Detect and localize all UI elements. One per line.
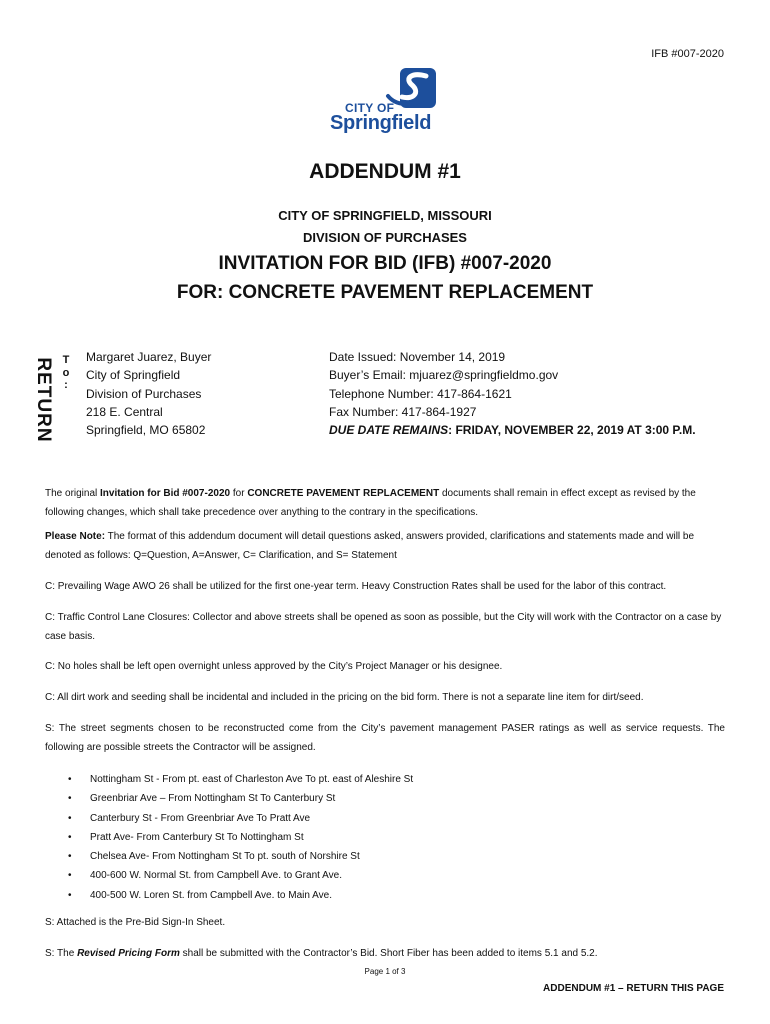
ifb-reference: IFB #007-2020 <box>651 48 724 60</box>
bid-info <box>329 348 709 439</box>
please-note-label: Please Note: <box>45 531 106 542</box>
fax: Fax Number: 417-864-1927 <box>329 404 477 419</box>
to-letter: : <box>64 379 68 391</box>
list-item <box>68 770 413 789</box>
street-text: Pratt Ave- From Canterbury St To Nottingham St <box>90 831 304 843</box>
city-heading: CITY OF SPRINGFIELD, MISSOURI <box>278 208 492 223</box>
address-line: Margaret Juarez, Buyer <box>86 350 212 364</box>
statement-sign-in-sheet: S: Attached is the Pre-Bid Sign-In Sheet. <box>45 917 226 928</box>
address-line: 218 E. Central <box>86 404 163 419</box>
bullet: • <box>68 774 72 785</box>
street-text: 400-500 W. Loren St. from Campbell Ave. to Main Ave. <box>90 889 332 901</box>
bullet: • <box>68 793 72 805</box>
intro-project: CONCRETE PAVEMENT REPLACEMENT <box>247 488 440 499</box>
street-text: Chelsea Ave- From Nottingham St To pt. south of Norshire St <box>90 851 360 863</box>
intro-text: documents shall remain in effect except as revised by the following changes, which shall take precedence over anything to the contrary in the specifications. <box>45 488 696 518</box>
return-vertical-label <box>30 350 56 450</box>
city-logo <box>328 66 443 138</box>
due-date-value: : FRIDAY, NOVEMBER 22, 2019 AT 3:00 P.M. <box>448 423 696 438</box>
clarification-traffic-control: C: Traffic Control Lane Closures: Collector and above streets shall be opened as soon as possible, but the City will work with the Contractor on a case by case basis. <box>45 612 722 642</box>
date-issued: Date Issued: November 14, 2019 <box>329 350 506 364</box>
bullet: • <box>68 812 72 824</box>
return-this-page-note: ADDENDUM #1 – RETURN THIS PAGE <box>543 983 724 994</box>
return-label-text: RETURN <box>33 357 54 443</box>
list-item <box>68 866 413 885</box>
buyer-email: Buyer’s Email: mjuarez@springfieldmo.gov <box>329 368 559 383</box>
intro-text: The original <box>45 488 101 499</box>
street-text: Greenbriar Ave – From Nottingham St To Canterbury St <box>90 793 336 805</box>
division-heading: DIVISION OF PURCHASES <box>303 230 467 245</box>
street-text: 400-600 W. Normal St. from Campbell Ave. to Grant Ave. <box>90 870 342 882</box>
ifb-heading: INVITATION FOR BID (IFB) #007-2020 <box>218 253 552 274</box>
project-heading: FOR: CONCRETE PAVEMENT REPLACEMENT <box>176 282 594 303</box>
list-item <box>68 789 413 808</box>
intro-text: for <box>230 488 248 499</box>
due-date-label: DUE DATE REMAINS <box>329 423 449 438</box>
clarification-holes: C: No holes shall be left open overnight unless approved by the City’s Project Manager or his designee. <box>45 661 503 672</box>
statement-street-segments: S: The street segments chosen to be reconstructed come from the City’s pavement management PASER ratings as well as service requests. The following are possible streets the Contractor will be assigned. <box>45 723 725 753</box>
due-date <box>329 421 709 439</box>
intro-ifb: Invitation for Bid #007-2020 <box>100 488 231 499</box>
logo-name-text: Springfield <box>330 112 432 134</box>
address-line: City of Springfield <box>86 368 181 383</box>
return-address <box>86 348 211 439</box>
to-label <box>60 354 72 392</box>
street-text: Canterbury St - From Greenbriar Ave To Pratt Ave <box>90 812 311 824</box>
pricing-text: S: The <box>45 948 78 959</box>
please-note-text: The format of this addendum document will detail questions asked, answers provided, clarifications and statements made and will be denoted as follows: Q=Question, A=Answer, C= Clarification, and S= Statement <box>45 531 695 561</box>
clarification-dirt-work: C: All dirt work and seeding shall be incidental and included in the pricing on the bid form. There is not a separate line item for dirt/seed. <box>45 692 644 703</box>
page-number: Page 1 of 3 <box>364 967 406 976</box>
please-note-paragraph <box>45 528 725 565</box>
logo-city-text: CITY OF <box>345 101 395 115</box>
bullet: • <box>68 889 72 901</box>
street-list <box>68 770 413 905</box>
bullet: • <box>68 851 72 863</box>
bullet: • <box>68 831 72 843</box>
to-letter: o <box>62 366 70 379</box>
list-item <box>68 828 413 847</box>
revised-pricing-form: Revised Pricing Form <box>77 948 180 959</box>
address-line: Springfield, MO 65802 <box>86 423 206 438</box>
telephone: Telephone Number: 417-864-1621 <box>329 386 512 401</box>
address-line: Division of Purchases <box>86 386 202 401</box>
clarification-prevailing-wage: C: Prevailing Wage AWO 26 shall be utilized for the first one-year term. Heavy Construction Rates shall be used for the labor of this contract. <box>45 581 667 592</box>
pricing-text: shall be submitted with the Contractor’s Bid. Short Fiber has been added to items 5.1 and 5.2. <box>179 948 598 959</box>
to-letter: T <box>62 354 70 366</box>
addendum-title: ADDENDUM #1 <box>309 160 461 183</box>
list-item <box>68 847 413 866</box>
intro-paragraph <box>45 485 725 522</box>
bullet: • <box>68 870 72 882</box>
street-text: Nottingham St - From pt. east of Charleston Ave To pt. east of Aleshire St <box>90 774 414 785</box>
statement-pricing-form <box>45 945 725 964</box>
list-item <box>68 886 413 905</box>
list-item <box>68 809 413 828</box>
